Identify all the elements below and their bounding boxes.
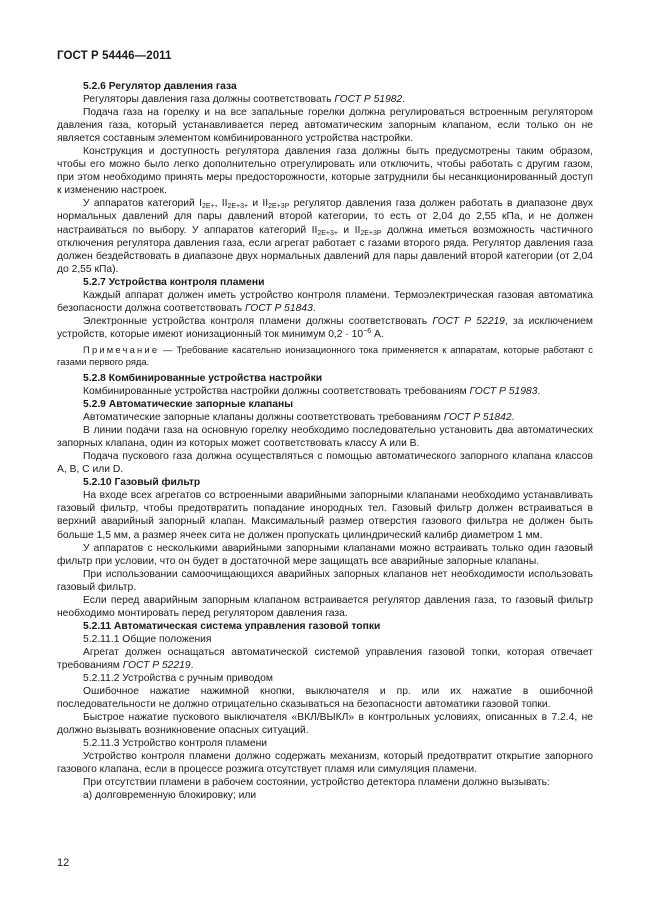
section-heading: 5.2.9 Автоматические запорные клапаны	[83, 399, 294, 411]
paragraph: Автоматические запорные клапаны должны соответствовать требованиям ГОСТ Р 51842.	[83, 412, 515, 424]
document-body	[57, 80, 593, 802]
page-number: 12	[57, 857, 70, 869]
note: Примечание — Требование касательно ионизационного тока применяется к аппаратам, которые работают с газами первого ряда.	[57, 343, 593, 367]
paragraph: Быстрое нажатие пускового выключателя «ВКЛ/ВЫКЛ» в контрольных условиях, описанных в 7.2.4, не должно вызывать возникновение опасных ситуаций.	[57, 712, 593, 737]
paragraph: Комбинированные устройства настройки должны соответствовать требованиям ГОСТ Р 51983.	[83, 385, 541, 397]
standard-reference: ГОСТ Р 51982	[334, 94, 403, 106]
list-item: а) долговременную блокировку; или	[83, 790, 257, 802]
paragraph: Электронные устройства контроля пламени должны соответствовать ГОСТ Р 52219, за исключением устройств, которые имеют ионизационный ток минимум $0,2 \cdot 10^{-6}$ А.	[57, 315, 593, 340]
paragraph: Если перед аварийным запорным клапаном встраивается регулятор давления газа, то газовый фильтр необходимо монтировать перед регулятором давления газа.	[57, 594, 593, 619]
standard-reference: ГОСТ Р 51983	[469, 385, 538, 397]
paragraph: При отсутствии пламени в рабочем состоянии, устройство детектора пламени должно вызывать:	[83, 777, 550, 789]
paragraph: Устройство контроля пламени должно содержать механизм, который предотвратит открытие запорного газового клапана, если в процессе розжига отсутствует пламя или симуляция пламени.	[57, 751, 593, 776]
paragraph: На входе всех агрегатов со встроенными аварийными запорными клапанами необходимо устанавливать газовый фильтр, чтобы предотвратить попадание инородных тел. Газовый фильтр должен встраиваться в верхний аварийный запорный клапан. Максимальный размер отверстия газового фильтра не должен быть больше 1,5 мм, а размер ячеек сита не должен пропускать цилиндрический калибр диаметром 1 мм.	[57, 490, 593, 541]
standard-reference: ГОСТ Р 51842	[443, 412, 512, 424]
subsection-heading: 5.2.11.3 Устройство контроля пламени	[83, 738, 268, 750]
document-header: ГОСТ Р 54446—2011	[57, 50, 172, 62]
subsection-heading: 5.2.11.2 Устройства с ручным приводом	[83, 673, 273, 685]
paragraph: Конструкция и доступность регулятора давления газа должны быть предусмотрены таким образом, чтобы его можно было легко дополнительно отрегулировать или отключить, чтобы работать с другим газом, при этом необходимо принять меры предосторожности, которые затруднили бы несанкционированный доступ к изменению настроек.	[57, 146, 593, 197]
paragraph: Подача газа на горелку и на все запальные горелки должна регулироваться встроенным регулятором давления газа, который устанавливается перед автоматическим запорным клапаном, если только он не является составным элементом комбинированного устройства настройки.	[57, 107, 593, 145]
section-heading: 5.2.6 Регулятор давления газа	[83, 81, 237, 92]
paragraph: Регуляторы давления газа должны соответствовать ГОСТ Р 51982.	[83, 94, 406, 106]
paragraph: У аппаратов категорий $I_{2E+}$, $II_{2E+3+}$ и $II_{2E+3P}$ регулятор давления газа должен работать в диапазоне двух нормальных давлений для пары давлений второй категории, то есть от 2,04 до 2,55 кПа, и не должен настраиваться по выбору. У аппаратов категорий $II_{2E+3+}$ и $II_{2E+3P}$ должна иметься возможность частичного отключения регулятора давления газа, если агрегат работает с газами второго ряда. Регулятор давления газа должен бездействовать в диапазоне двух нормальных давлений для пары давлений второй категории (от 2,04 до 2,55 кПа).	[57, 198, 593, 275]
section-heading: 5.2.10 Газовый фильтр	[83, 477, 201, 489]
paragraph: У аппаратов с несколькими аварийными запорными клапанами можно встраивать только один газовый фильтр при условии, что он будет в достаточной мере защищать все аварийные запорные клапаны.	[57, 542, 593, 567]
section-heading: 5.2.8 Комбинированные устройства настройки	[83, 372, 323, 384]
paragraph: Каждый аппарат должен иметь устройство контроля пламени. Термоэлектрическая газовая автоматика безопасности должна соответствовать ГОСТ Р 51843.	[57, 289, 593, 314]
paragraph: В линии подачи газа на основную горелку необходимо последовательно установить два автоматических запорных клапана, один из которых может соответствовать классу А или В.	[57, 425, 593, 450]
paragraph: Агрегат должен оснащаться автоматической системой управления газовой топки, которая отвечает требованиям ГОСТ Р 52219.	[57, 646, 593, 671]
section-heading: 5.2.7 Устройства контроля пламени	[83, 276, 265, 288]
subsection-heading: 5.2.11.1 Общие положения	[83, 633, 212, 645]
standard-reference: ГОСТ Р 51843	[244, 302, 313, 314]
standard-reference: ГОСТ Р 52219	[432, 315, 505, 327]
standard-reference: ГОСТ Р 52219	[122, 659, 191, 671]
paragraph: Ошибочное нажатие нажимной кнопки, выключателя и пр. или их нажатие в ошибочной последовательности не должно отрицательно сказываться на безопасности автоматики газовой топки.	[57, 686, 593, 711]
paragraph: При использовании самоочищающихся аварийных запорных клапанов нет необходимости использовать газовый фильтр.	[57, 568, 593, 593]
note-label: Примечание	[83, 343, 160, 355]
section-heading: 5.2.11 Автоматическая система управления газовой топки	[83, 620, 381, 632]
paragraph: Подача пускового газа должна осуществляться с помощью автоматического запорного клапана классов А, В, С или D.	[57, 451, 593, 476]
